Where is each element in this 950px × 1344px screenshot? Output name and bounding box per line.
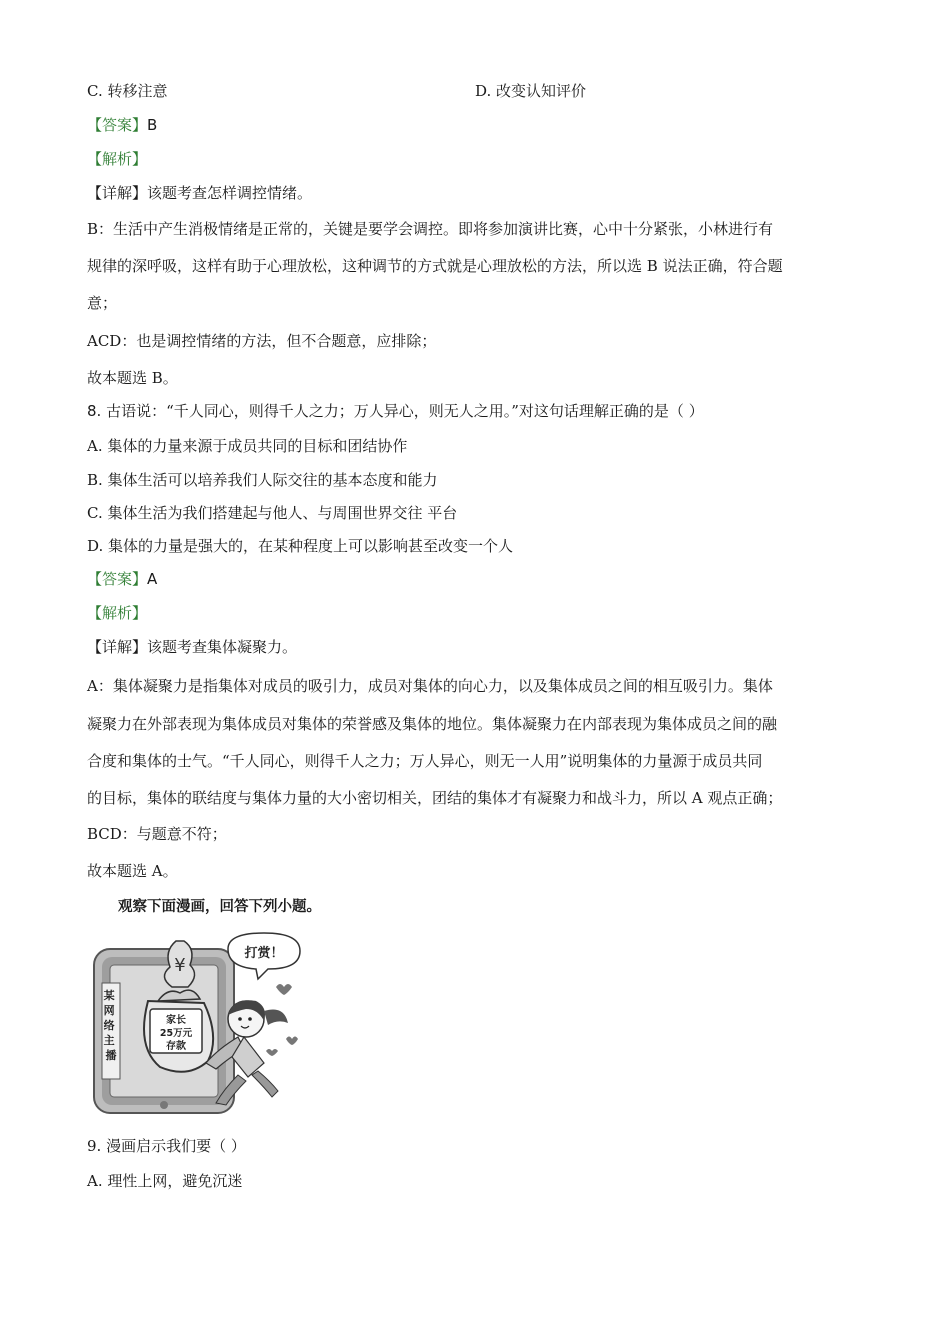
bag-label-1: 家长 <box>166 1015 186 1026</box>
q8-a-line-4: 的目标，集体的联结度与集体力量的大小密切相关，团结的集体才有凝聚力和战斗力，所以 A 观点正确； <box>87 789 783 807</box>
q7-b-line-3: 意； <box>87 294 118 312</box>
answer-tag: 【答案】 <box>87 116 148 134</box>
svg-text:¥: ¥ <box>174 955 186 976</box>
q9-stem: 9. 漫画启示我们要（ ） <box>87 1137 246 1155</box>
speech-text: 打赏！ <box>244 946 284 961</box>
q8-bcd: BCD：与题意不符； <box>87 825 227 843</box>
q8-option-a: A. 集体的力量来源于成员共同的目标和团结协作 <box>87 437 408 455</box>
q8-conclusion: 故本题选 A。 <box>87 862 178 880</box>
q7-detail <box>87 182 312 204</box>
q7-acd: ACD：也是调控情绪的方法，但不合题意，应排除； <box>87 332 437 350</box>
phone-label-char: 络 <box>103 1019 115 1032</box>
comic-illustration <box>88 927 310 1117</box>
q8-a-line-3: 合度和集体的士气。“千人同心，则得千人之力；万人异心，则无一人用”说明集体的力量源于成员共同 <box>87 752 763 770</box>
q8-number: 8. <box>87 402 102 420</box>
q7-b-line-1: B：生活中产生消极情绪是正常的，关键是要学会调控。即将参加演讲比赛，心中十分紧张，小林进行有 <box>87 220 774 238</box>
answer-value: B <box>147 116 158 134</box>
phone-label-char: 某 <box>103 989 115 1002</box>
comic-intro: 观察下面漫画，回答下列小题。 <box>118 899 321 915</box>
q7-option-d: D. 改变认知评价 <box>475 82 587 100</box>
q8-analysis-tag: 【解析】 <box>87 604 148 622</box>
q8-a-line-1: A：集体凝聚力是指集体对成员的吸引力，成员对集体的向心力，以及集体成员之间的相互吸引力。集体 <box>87 677 773 695</box>
answer-value: A <box>147 570 158 588</box>
q8-answer <box>87 568 157 590</box>
detail-text: 该题考查怎样调控情绪。 <box>147 184 313 202</box>
q7-conclusion: 故本题选 B。 <box>87 369 178 387</box>
q8-detail <box>87 636 297 658</box>
q8-option-c: C. 集体生活为我们搭建起与他人、与周围世界交往 平台 <box>87 504 458 522</box>
bag-label-3: 存款 <box>166 1041 186 1052</box>
q9-option-a: A. 理性上网，避免沉迷 <box>87 1172 243 1190</box>
q7-option-c: C. 转移注意 <box>87 82 168 100</box>
q7-b-line-2: 规律的深呼吸，这样有助于心理放松，这种调节的方式就是心理放松的方法，所以选 B 说法正确，符合题 <box>87 257 783 275</box>
q7-analysis-tag: 【解析】 <box>87 150 148 168</box>
q8-stem <box>87 400 704 422</box>
q7-answer <box>87 114 157 136</box>
phone-label-char: 播 <box>105 1049 117 1062</box>
speech-bubble <box>228 933 300 979</box>
phone-label-char: 网 <box>103 1004 115 1017</box>
answer-tag: 【答案】 <box>87 570 148 588</box>
bag-label-2: 25万元 <box>159 1028 193 1039</box>
detail-tag: 【详解】 <box>87 184 148 202</box>
q8-option-d: D. 集体的力量是强大的，在某种程度上可以影响甚至改变一个人 <box>87 537 514 555</box>
detail-text: 该题考查集体凝聚力。 <box>147 638 298 656</box>
phone-label-char: 主 <box>103 1034 115 1047</box>
detail-tag: 【详解】 <box>87 638 148 656</box>
q8-option-b: B. 集体生活可以培养我们人际交往的基本态度和能力 <box>87 471 438 489</box>
phone-label <box>103 988 119 1062</box>
q8-stem-text: 古语说：“千人同心，则得千人之力；万人异心，则无人之用。”对这句话理解正确的是（ ） <box>101 402 704 420</box>
q8-a-line-2: 凝聚力在外部表现为集体成员对集体的荣誉感及集体的地位。集体凝聚力在内部表现为集体成员之间的融 <box>87 715 778 733</box>
